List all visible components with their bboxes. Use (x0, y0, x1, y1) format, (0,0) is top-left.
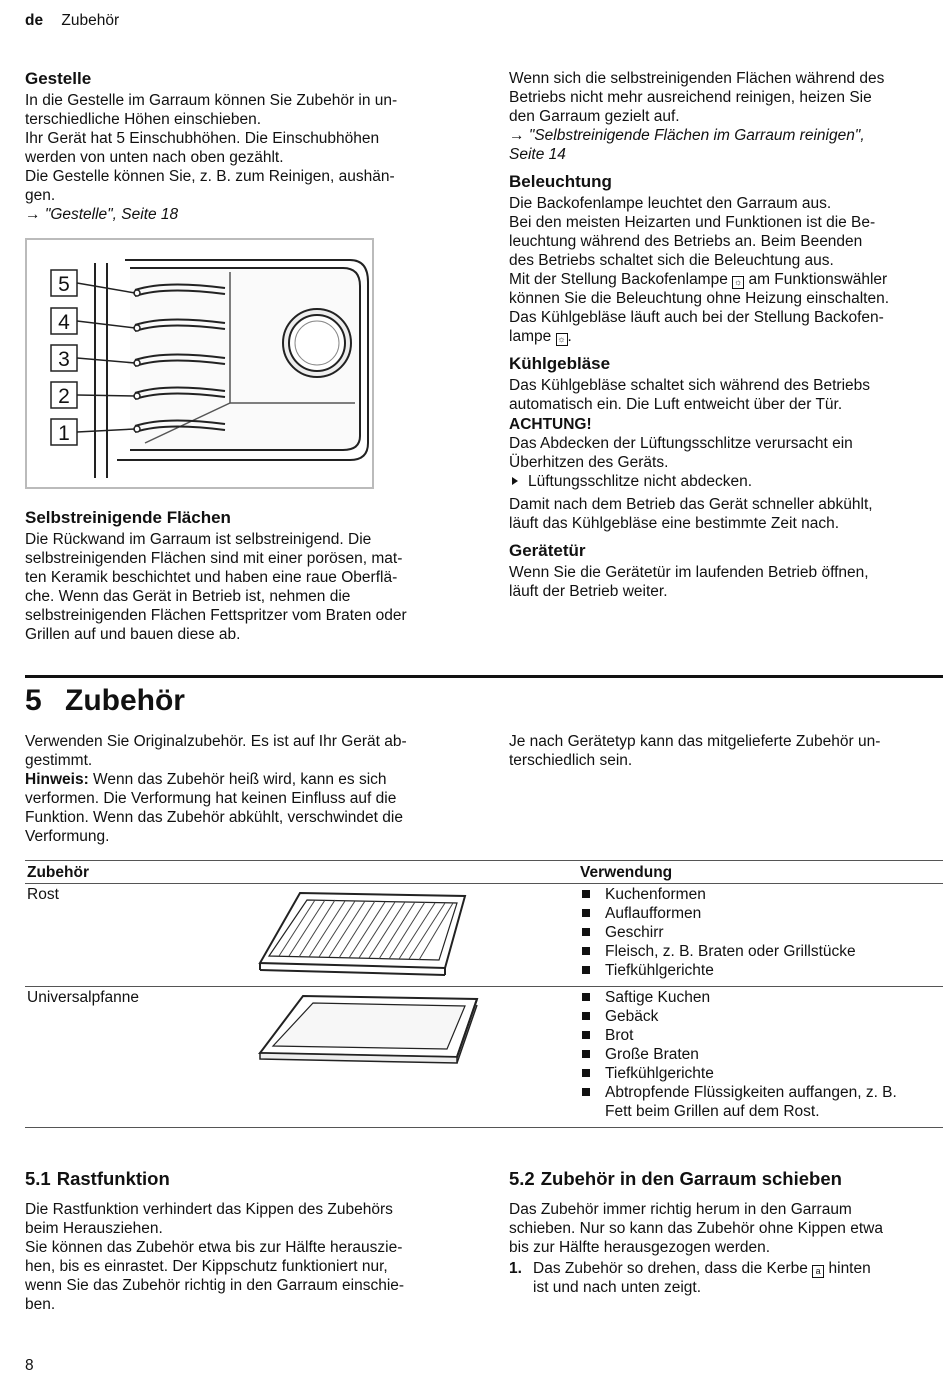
text-line: Das Abdecken der Lüftungsschlitze verursacht ein (509, 435, 853, 452)
language-code: de (25, 12, 44, 29)
text-line: Die Rückwand im Garraum ist selbstreinigend. Die (25, 531, 372, 548)
usage-list (580, 885, 941, 980)
instruction-step: 1. Das Zubehör so drehen, dass die Kerbe a hinten ist und nach unten zeigt. (509, 1260, 871, 1296)
text-line: Wenn sich die selbstreinigenden Flächen während des (509, 70, 885, 87)
note: Hinweis: Wenn das Zubehör heiß wird, kann es sich (25, 771, 387, 788)
chapter-divider (25, 675, 943, 678)
text-line: Überhitzen des Geräts. (509, 454, 669, 471)
subsection-heading: 5.2 Zubehör in den Garraum schieben (509, 1168, 842, 1189)
section-gestelle (25, 69, 465, 224)
text-line: Das Kühlgebläse läuft auch bei der Stellung Backofen- (509, 309, 884, 326)
universal-pan-image (255, 991, 495, 1071)
text-line: Das Zubehör immer richtig herum in den Garraum (509, 1201, 852, 1218)
text-line: wenn Sie das Zubehör richtig in den Garraum einschie- (25, 1277, 405, 1294)
text-line: ben. (25, 1296, 56, 1313)
header-title: Zubehör (61, 12, 120, 29)
section-beleuchtung (509, 172, 947, 346)
chapter-heading (25, 684, 185, 718)
list-item: Saftige Kuchen (580, 988, 941, 1007)
table-row (25, 884, 943, 987)
text-line: gestimmt. (25, 752, 93, 769)
text-line: bis zur Hälfte herausgezogen werden. (509, 1239, 771, 1256)
arrow-right-icon: → (509, 127, 529, 144)
section-title: Selbstreinigende Flächen (25, 508, 231, 527)
section-rastfunktion (25, 1168, 465, 1314)
text-line: Verformung. (25, 828, 110, 845)
text-line: selbstreinigenden Flächen sind mit einer porösen, mat- (25, 550, 403, 567)
column-header: Zubehör (25, 861, 578, 884)
accessory-cell (25, 987, 578, 1128)
text-line: In die Gestelle im Garraum können Sie Zubehör in un- (25, 92, 398, 109)
cross-reference-link[interactable]: → "Selbstreinigende Flächen im Garraum reinigen", (509, 127, 865, 144)
wire-rack-image (255, 888, 490, 978)
chapter-title: Zubehör (65, 684, 185, 717)
text-line: terschiedliche Höhen einschieben. (25, 111, 262, 128)
list-item: Brot (580, 1026, 941, 1045)
text-line: Bei den meisten Heizarten und Funktionen ist die Be- (509, 214, 876, 231)
text-line: verformen. Die Verformung hat keinen Einfluss auf die (25, 790, 397, 807)
table-header-row (25, 861, 943, 884)
chapter-intro (25, 732, 465, 846)
text-line: können Sie die Beleuchtung ohne Heizung einschalten. (509, 290, 890, 307)
rack-level-label: 5 (58, 273, 70, 296)
accessory-name: Universalpfanne (27, 989, 140, 1006)
chapter-intro-right (509, 732, 947, 770)
oven-rack-figure (25, 238, 374, 489)
section-geraetetuer (509, 541, 947, 601)
notch-marker-icon: a (812, 1265, 824, 1278)
section-title: Gestelle (25, 69, 92, 88)
text-line: Betriebs nicht mehr ausreichend reinigen, heizen Sie (509, 89, 872, 106)
warning-label: ACHTUNG! (509, 416, 592, 433)
text-line: läuft das Kühlgebläse eine bestimmte Zeit nach. (509, 515, 839, 532)
text-line: gen. (25, 187, 56, 204)
text-line: Verwenden Sie Originalzubehör. Es ist auf Ihr Gerät ab- (25, 733, 407, 750)
note-label: Hinweis: (25, 771, 89, 788)
text-line: hen, bis es einrastet. Der Kippschutz funktioniert nur, (25, 1258, 388, 1275)
text-line: Sie können das Zubehör etwa bis zur Hälfte herauszie- (25, 1239, 403, 1256)
text-line: Das Kühlgebläse schaltet sich während des Betriebs (509, 377, 871, 394)
text-line: automatisch ein. Die Luft entweicht über der Tür. (509, 396, 843, 413)
rack-level-label: 4 (58, 311, 70, 334)
list-item: Auflaufformen (580, 904, 941, 923)
list-item: Tiefkühlgerichte (580, 1064, 941, 1083)
oven-lamp-icon: ☼ (734, 277, 743, 287)
text-line: che. Wenn das Gerät in Betrieb ist, nehmen die (25, 588, 351, 605)
list-item: Abtropfende Flüssigkeiten auffangen, z. B. Fett beim Grillen auf dem Rost. (580, 1083, 941, 1121)
text-line: Je nach Gerätetyp kann das mitgelieferte Zubehör un- (509, 733, 881, 750)
page-header (25, 11, 119, 30)
section-kuehlgeblaese (509, 354, 947, 533)
text-line: schieben. Nur so kann das Zubehör ohne Kippen etwa (509, 1220, 883, 1237)
column-header: Verwendung (578, 861, 943, 884)
accessory-cell (25, 884, 578, 987)
page-number: 8 (25, 1357, 34, 1374)
text-line: Grillen auf und bauen diese ab. (25, 626, 241, 643)
list-item: Kuchenformen (580, 885, 941, 904)
rack-level-label: 3 (58, 348, 70, 371)
oven-illustration (25, 238, 374, 489)
action-step: Lüftungsschlitze nicht abdecken. (509, 472, 947, 491)
text-line: den Garraum gezielt auf. (509, 108, 680, 125)
triangle-bullet-icon (512, 477, 518, 485)
rack-level-label: 1 (58, 422, 70, 445)
text-line: Damit nach dem Betrieb das Gerät schneller abkühlt, (509, 496, 873, 513)
list-item: Geschirr (580, 923, 941, 942)
usage-cell (578, 884, 943, 987)
table-row (25, 987, 943, 1128)
text-line: läuft der Betrieb weiter. (509, 583, 668, 600)
text-line: werden von unten nach oben gezählt. (25, 149, 284, 166)
accessory-table (25, 860, 943, 1128)
text-line: ten Keramik beschichtet und haben eine raue Oberflä- (25, 569, 398, 586)
list-item: Gebäck (580, 1007, 941, 1026)
section-zubehoer-schieben (509, 1168, 947, 1297)
text-line: des Betriebs schaltet sich die Beleuchtung aus. (509, 252, 834, 269)
list-item: Tiefkühlgerichte (580, 961, 941, 980)
accessory-name: Rost (27, 886, 59, 903)
usage-cell (578, 987, 943, 1128)
text-line: Die Gestelle können Sie, z. B. zum Reinigen, aushän- (25, 168, 395, 185)
text-line: terschiedlich sein. (509, 752, 633, 769)
text-line: Ihr Gerät hat 5 Einschubhöhen. Die Einschubhöhen (25, 130, 380, 147)
oven-lamp-icon: ☼ (557, 334, 566, 344)
text-line: Die Backofenlampe leuchtet den Garraum aus. (509, 195, 832, 212)
text-line: Mit der Stellung Backofenlampe ☼ am Funktionswähler (509, 271, 888, 288)
list-item: Fleisch, z. B. Braten oder Grillstücke (580, 942, 941, 961)
text-line: Die Rastfunktion verhindert das Kippen des Zubehörs (25, 1201, 393, 1218)
chapter-number: 5 (25, 684, 42, 717)
cross-reference-link[interactable]: → "Gestelle", Seite 18 (25, 206, 179, 223)
section-title: Gerätetür (509, 541, 586, 560)
usage-list (580, 988, 941, 1121)
rack-level-label: 2 (58, 385, 70, 408)
right-column (509, 69, 947, 601)
text-line: Wenn Sie die Gerätetür im laufenden Betrieb öffnen, (509, 564, 869, 581)
arrow-right-icon: → (25, 206, 45, 223)
step-number: 1. (509, 1260, 522, 1277)
text-line: selbstreinigenden Flächen Fettspritzer vom Braten oder (25, 607, 407, 624)
text-line: beim Herausziehen. (25, 1220, 163, 1237)
section-title: Beleuchtung (509, 172, 612, 191)
list-item: Große Braten (580, 1045, 941, 1064)
section-title: Kühlgebläse (509, 354, 611, 373)
text-line: lampe ☼ . (509, 328, 572, 345)
cross-reference-link-cont[interactable]: Seite 14 (509, 146, 566, 163)
text-line: Funktion. Wenn das Zubehör abkühlt, verschwindet die (25, 809, 403, 826)
subsection-heading: 5.1 Rastfunktion (25, 1168, 170, 1189)
section-selbstreinigend (25, 508, 465, 644)
text-line: leuchtung während des Betriebs an. Beim Beenden (509, 233, 863, 250)
